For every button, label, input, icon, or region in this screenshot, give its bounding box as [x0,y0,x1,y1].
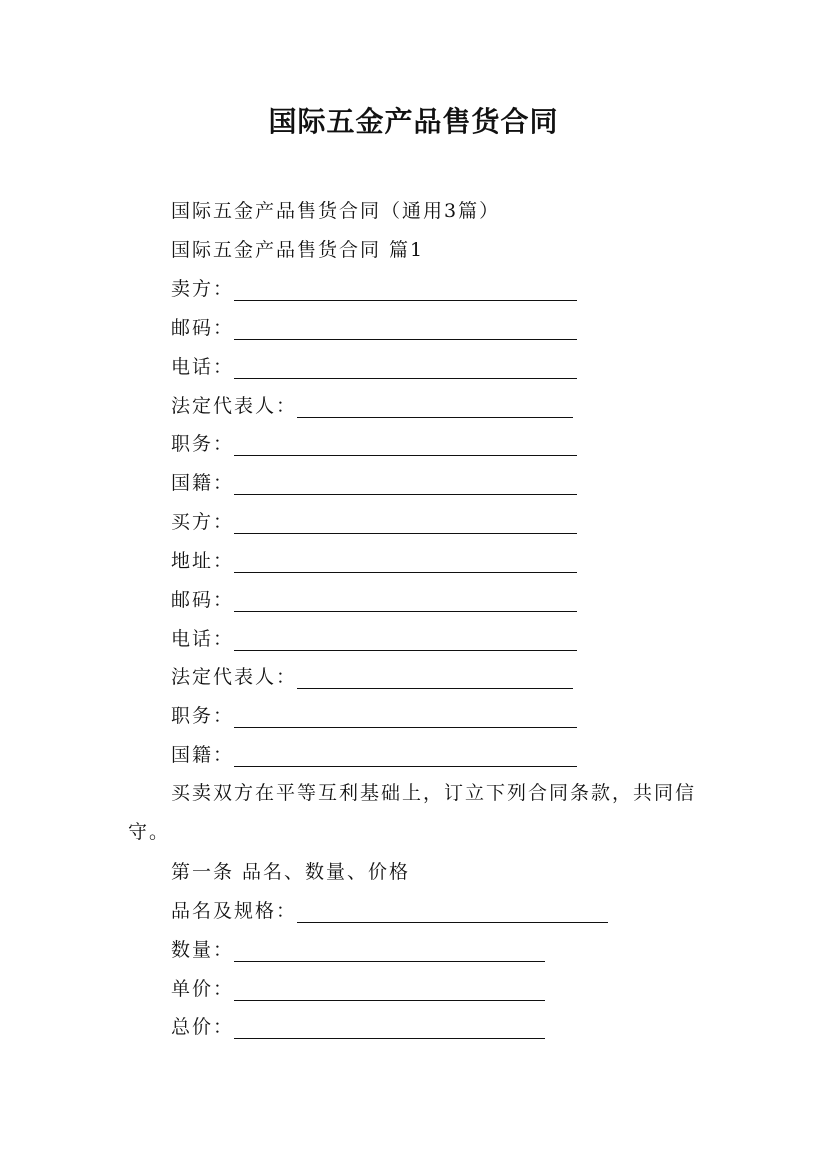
total-price-row [171,1015,545,1039]
buyer-label: 买方： [171,511,235,533]
buyer-address-blank [234,552,577,573]
unit-price-blank [234,980,545,1001]
quantity-label: 数量： [171,939,235,961]
buyer-nationality-label: 国籍： [171,744,235,766]
seller-position-label: 职务： [171,433,235,455]
name-spec-blank [297,902,608,923]
seller-label: 卖方： [171,278,235,300]
seller-nationality-row [171,471,577,495]
seller-blank [234,280,577,301]
seller-postcode-blank [234,319,577,340]
seller-phone-blank [234,358,577,379]
total-price-label: 总价： [171,1016,235,1038]
name-spec-row [171,899,608,923]
buyer-legal-rep-label: 法定代表人： [171,666,298,688]
quantity-row [171,938,545,962]
buyer-address-row [171,549,577,573]
seller-postcode-label: 邮码： [171,317,235,339]
seller-nationality-blank [234,474,577,495]
buyer-position-blank [234,707,577,728]
buyer-legal-rep-blank [297,668,573,689]
buyer-postcode-blank [234,591,577,612]
seller-legal-rep-blank [297,397,573,418]
quantity-blank [234,941,545,962]
buyer-postcode-label: 邮码： [171,589,235,611]
buyer-row [171,510,577,534]
buyer-postcode-row [171,588,577,612]
name-spec-label: 品名及规格： [171,900,298,922]
seller-phone-label: 电话： [171,356,235,378]
seller-postcode-row [171,316,577,340]
seller-phone-row [171,355,577,379]
intro-paragraph: 买卖双方在平等互利基础上，订立下列合同条款，共同信守。 [128,782,697,843]
article1-heading: 第一条 品名、数量、价格 [171,861,411,883]
buyer-nationality-blank [234,746,577,767]
unit-price-row [171,977,545,1001]
buyer-phone-label: 电话： [171,628,235,650]
seller-position-row [171,432,577,456]
seller-legal-rep-label: 法定代表人： [171,395,298,417]
seller-legal-rep-row [171,394,573,418]
document-title: 国际五金产品售货合同 [268,105,559,138]
unit-price-label: 单价： [171,978,235,1000]
total-price-blank [234,1018,545,1039]
buyer-phone-blank [234,630,577,651]
buyer-address-label: 地址： [171,550,235,572]
buyer-nationality-row [171,743,577,767]
part-heading: 国际五金产品售货合同 篇1 [171,239,425,261]
seller-row [171,277,577,301]
buyer-phone-row [171,627,577,651]
document-subtitle: 国际五金产品售货合同（通用3篇） [171,200,501,222]
buyer-legal-rep-row [171,665,573,689]
buyer-position-label: 职务： [171,705,235,727]
seller-nationality-label: 国籍： [171,472,235,494]
buyer-blank [234,513,577,534]
buyer-position-row [171,704,577,728]
seller-position-blank [234,435,577,456]
